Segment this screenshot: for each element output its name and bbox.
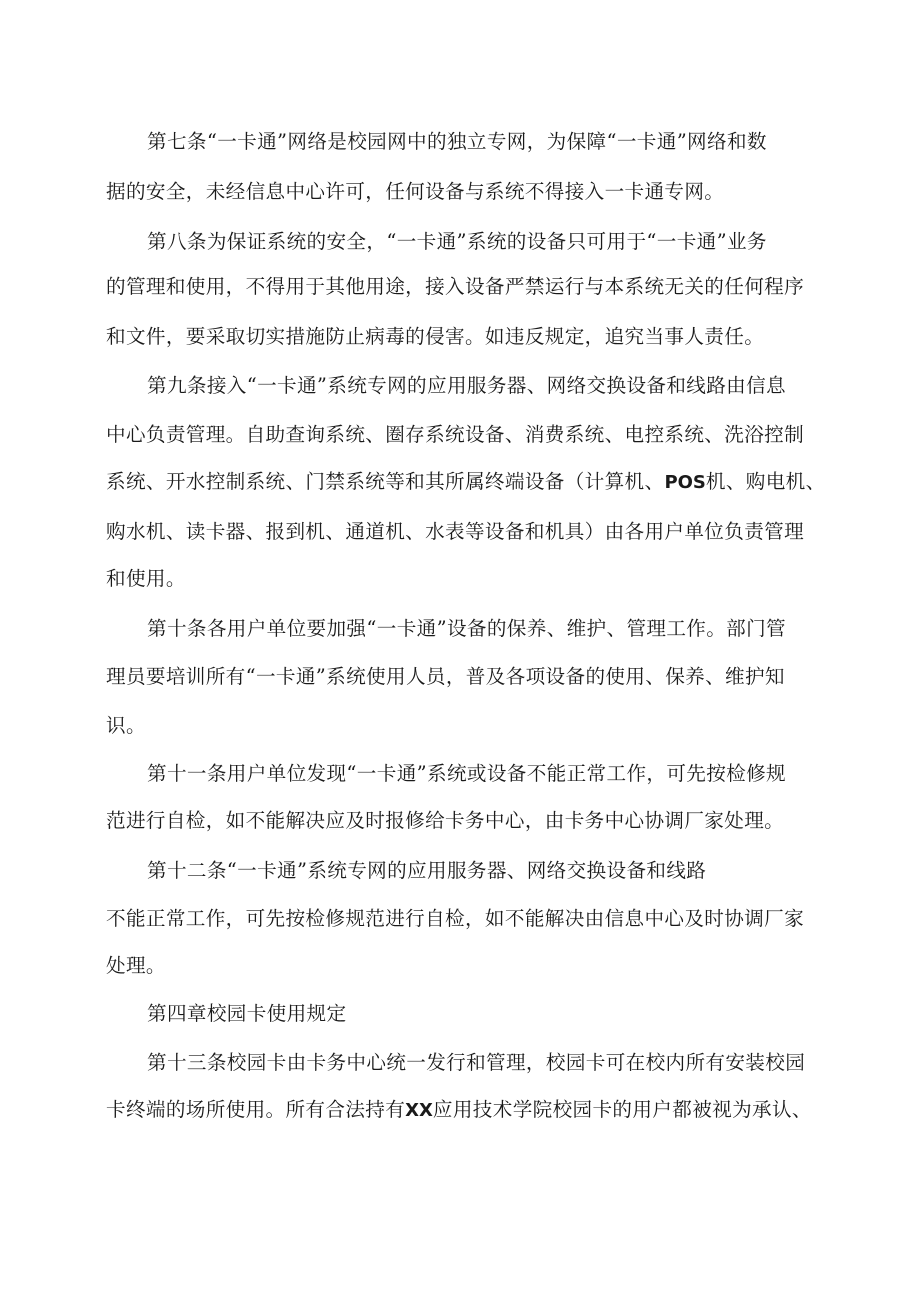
- chapter-4-heading: 第四章校园卡使用规定: [147, 1002, 347, 1025]
- article-9-line-2: 中心负责管理。自助查询系统、圈存系统设备、消费系统、电控系统、洗浴控制: [106, 423, 805, 446]
- article-8-line-3: 和文件，要采取切实措施防止病毒的侵害。如违反规定，追究当事人责任。: [106, 325, 765, 348]
- article-10-line-1: 第十条各用户单位要加强“一卡通”设备的保养、维护、管理工作。部门管: [147, 617, 786, 640]
- article-13-line-2: [106, 1094, 812, 1126]
- article-12-line-1: 第十二条“一卡通”系统专网的应用服务器、网络交换设备和线路: [147, 859, 707, 882]
- article-8-line-1: 第八条为保证系统的安全，“一卡通”系统的设备只可用于“一卡通”业务: [147, 230, 767, 253]
- article-9-line-4: 购水机、读卡器、报到机、通道机、水表等设备和机具）由各用户单位负责管理: [106, 520, 805, 543]
- article-7-line-1: 第七条“一卡通”网络是校园网中的独立专网，为保障“一卡通”网络和数: [147, 130, 767, 153]
- article-10-line-2: 理员要培训所有“一卡通”系统使用人员，普及各项设备的使用、保养、维护知: [106, 665, 785, 688]
- article-13-line-1: 第十三条校园卡由卡务中心统一发行和管理，校园卡可在校内所有安装校园: [147, 1051, 806, 1074]
- article-9-line-3-text-a: 系统、开水控制系统、门禁系统等和其所属终端设备（计算机、: [106, 470, 665, 493]
- article-12-line-2: 不能正常工作，可先按检修规范进行自检，如不能解决由信息中心及时协调厂家: [106, 907, 805, 930]
- article-12-line-3: 处理。: [106, 954, 166, 977]
- article-8-line-2: 的管理和使用，不得用于其他用途，接入设备严禁运行与本系统无关的任何程序: [106, 275, 805, 298]
- article-11-line-2: 范进行自检，如不能解决应及时报修给卡务中心，由卡务中心协调厂家处理。: [106, 809, 785, 832]
- article-7-line-2: 据的安全，未经信息中心许可，任何设备与系统不得接入一卡通专网。: [106, 180, 725, 203]
- article-13-line-2-text-b: 应用技术学院校园卡的用户都被视为承认、: [432, 1098, 812, 1121]
- article-13-line-2-text-a: 卡终端的场所使用。所有合法持有: [106, 1098, 406, 1121]
- article-9-line-3: [106, 466, 826, 498]
- article-9-line-5: 和使用。: [106, 567, 186, 590]
- article-10-line-3: 识。: [106, 714, 146, 737]
- article-9-pos-term: POS: [664, 472, 706, 493]
- article-9-line-3-text-b: 机、购电机、: [705, 470, 826, 493]
- article-9-line-1: 第九条接入“一卡通”系统专网的应用服务器、网络交换设备和线路由信息: [147, 374, 786, 397]
- article-13-xx-term: XX: [405, 1100, 433, 1121]
- article-11-line-1: 第十一条用户单位发现“一卡通”系统或设备不能正常工作，可先按检修规: [147, 762, 786, 785]
